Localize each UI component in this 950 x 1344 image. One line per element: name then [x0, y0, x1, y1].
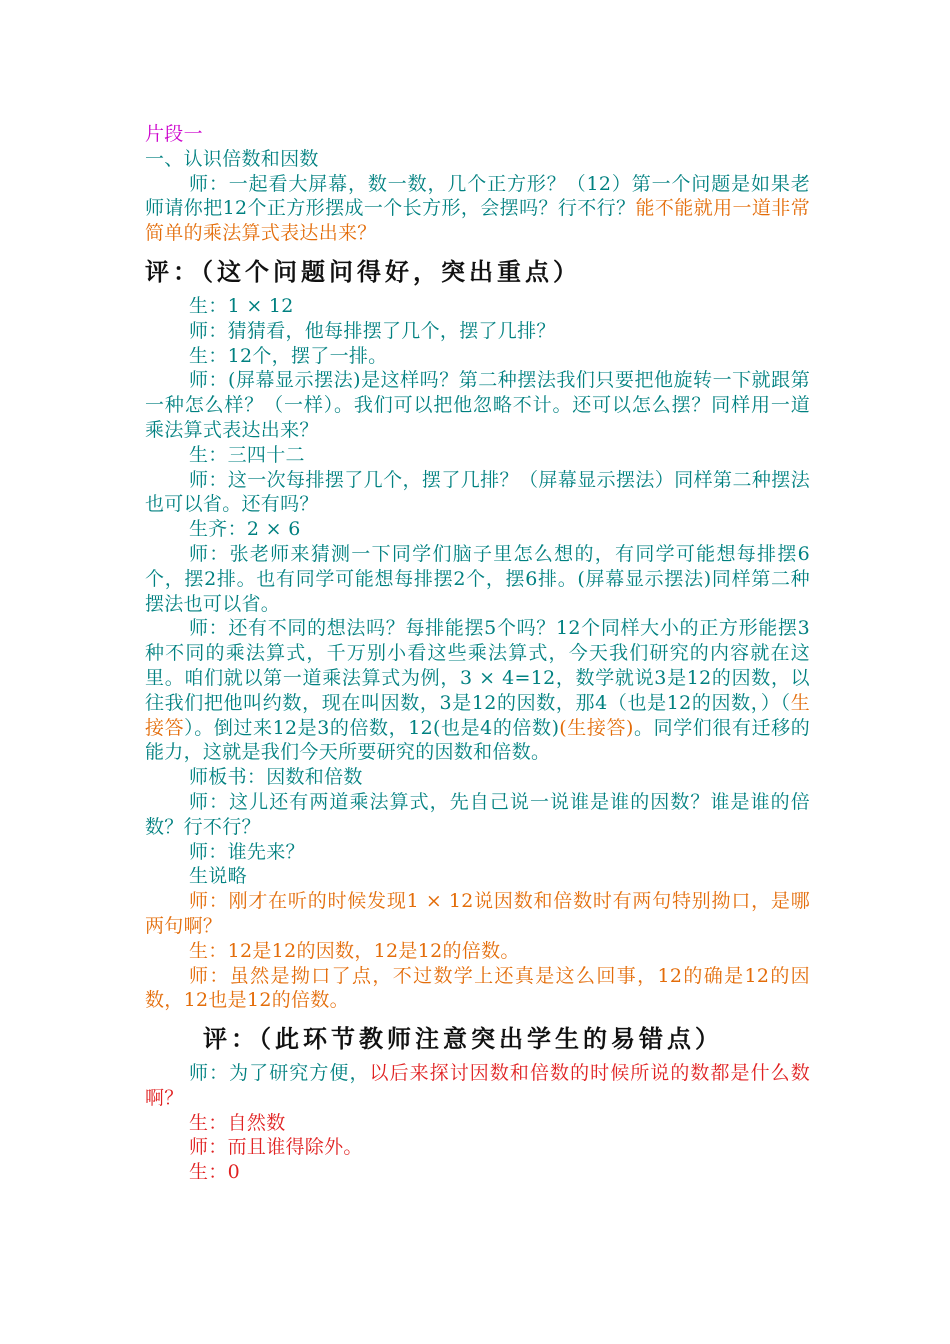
paragraph: 师：(屏幕显示摆法)是这样吗？第二种摆法我们只要把他旋转一下就跟第一种怎么样？（一样）。我们可以把他忽略不计。还可以怎么摆？同样用一道乘法算式表达出来？: [145, 369, 810, 441]
highlighted-text: (生接答): [559, 716, 634, 739]
dialogue-text: 。同学们很有迁移的能力，这就是我们今天所要研究的因数和倍数。: [145, 716, 811, 764]
speaker-label: 生：: [189, 1161, 228, 1184]
paragraph: 师：这一次每排摆了几个，摆了几排？（屏幕显示摆法）同样第二种摆法也可以省。还有吗？: [145, 468, 810, 516]
paragraph: 师：这儿还有两道乘法算式，先自己说一说谁是谁的因数？谁是谁的倍数？行不行？: [145, 790, 810, 838]
section-heading: 一、认识倍数和因数: [145, 147, 319, 170]
paragraph: 生：1 × 12: [189, 294, 294, 317]
highlighted-text: 生接答: [145, 691, 810, 739]
paragraph: [145, 1061, 810, 1111]
dialogue-text: 师：为了研究方便，: [189, 1062, 370, 1085]
highlighted-text: 以后来探讨因数和倍数的时候所说的数都是什么数啊？: [145, 1062, 810, 1109]
paragraph: 师：谁先来？: [189, 840, 305, 863]
paragraph: 生齐：2 × 6: [189, 518, 301, 541]
highlighted-text: 能不能就用一道非常简单的乘法算式表达出来？: [145, 197, 811, 245]
paragraph: [145, 172, 810, 246]
paragraph: [145, 616, 810, 765]
review-comment: 评：（这个问题问得好，突出重点）: [145, 257, 581, 286]
paragraph: 生说略: [189, 865, 247, 888]
paragraph: 师：虽然是拗口了点，不过数学上还真是这么回事，12的确是12的因数，12也是12的倍数。: [145, 964, 810, 1012]
document-page: [145, 122, 810, 1185]
paragraph: 师：刚才在听的时候发现1 × 12说因数和倍数时有两句特别拗口，是哪两句啊？: [145, 890, 810, 937]
paragraph: 生：三四十二: [189, 443, 305, 466]
paragraph: 师：张老师来猜测一下同学们脑子里怎么想的，有同学可能想每排摆6个，摆2排。也有同学可能想每排摆2个，摆6排。(屏幕显示摆法)同样第二种摆法也可以省。: [145, 542, 810, 615]
paragraph: 师：猜猜看，他每排摆了几个，摆了几排？: [189, 319, 556, 342]
paragraph: 师：而且谁得除外。: [189, 1136, 363, 1159]
paragraph: [145, 1160, 810, 1185]
paragraph: 师板书：因数和倍数: [189, 766, 363, 789]
paragraph: [145, 1111, 810, 1136]
dialogue-text: 师：一起看大屏幕，数一数，几个正方形？（12）第一个问题是如果老师请你把12个正方形摆成一个长方形，会摆吗？行不行？: [145, 172, 810, 220]
answer-text: 0: [227, 1161, 240, 1184]
dialogue-text: 师：还有不同的想法吗？每排能摆5个吗？12个同样大小的正方形能摆3种不同的乘法算式，千万别小看这些乘法算式，今天我们研究的内容就在这里。咱们就以第一道乘法算式为例，3 × 4=12，数学就说3是12的因数，以往我们把他叫约数，现在叫因数，3是12的因数，那4（也是12的因数，）（: [145, 617, 810, 714]
speaker-label: 生：: [189, 1111, 228, 1134]
review-comment: 评：（此环节教师注意突出学生的易错点）: [203, 1025, 723, 1054]
section-label: 片段一: [145, 123, 203, 145]
paragraph: 生：12是12的因数，12是12的倍数。: [189, 939, 520, 962]
answer-text: 自然数: [227, 1111, 286, 1134]
dialogue-text: ）。倒过来12是3的倍数，12(也是4的倍数): [184, 716, 560, 739]
paragraph: 生：12个，摆了一排。: [189, 344, 388, 367]
